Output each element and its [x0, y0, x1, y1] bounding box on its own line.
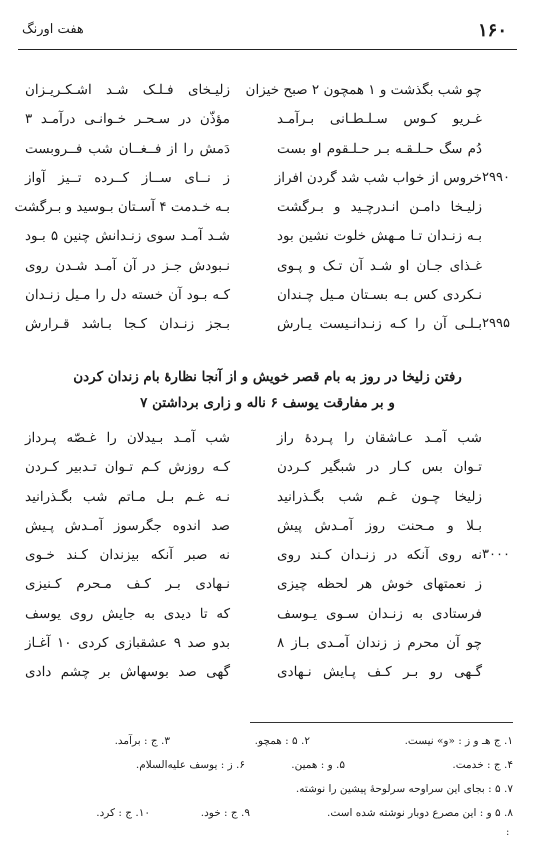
footnote-3: ۳. ج : برآمد.	[114, 735, 170, 747]
second-hemistich: صد اندوه جگرسوز آمـدش پـیش	[25, 517, 230, 534]
footnote-5: ۵. و : همین.	[291, 759, 345, 771]
first-hemistich: فرستادی به زنـدان سـوی یـوسف	[277, 605, 482, 622]
margin-mark: :	[506, 827, 510, 838]
footnote-1: ۱. ج هـ و ز : «و» نیست.	[404, 735, 513, 747]
footnote-6: ۶. ز : یوسف علیه‌السلام.	[135, 759, 245, 771]
footnote-2: ۲. ۵ : همچو.	[254, 735, 310, 747]
second-hemistich: بـجز زنـدان کـجا بـاشد قـرارش	[25, 316, 230, 333]
footnote-7: ۷. ۵ : بجای این سراوحه سرلوحهٔ پیشین را نوشته.	[295, 783, 513, 795]
verse-row	[0, 430, 535, 459]
second-hemistich: گهی صد بوسهاش بر چشم دادی	[25, 664, 230, 681]
page-number: ۱۶۰	[477, 20, 507, 41]
first-hemistich: دُم سگ حـلـقـه بـر حـلـقوم او بست	[277, 140, 482, 157]
second-hemistich: بـه خـدمت ۴ آسـتان بـوسید و بـرگشت	[14, 199, 230, 216]
first-hemistich: ز نعمتهای خوش هر لحظه چیزی	[277, 576, 482, 593]
verse-row	[0, 316, 535, 345]
verse-row	[0, 547, 535, 576]
second-hemistich: کـه بـود آن خسته دل را مـیل زنـدان	[25, 287, 230, 304]
header-divider	[18, 49, 517, 50]
first-hemistich: شب آمـد عـاشقان را پـردهٔ راز	[277, 430, 482, 446]
footnote-9: ۹. ج : خود.	[200, 807, 250, 819]
first-hemistich: غـذای جـان او شـد آن تـک و پـوی	[277, 257, 482, 274]
first-hemistich: بـه زنـدان تـا مـهش خلوت نشین بود	[277, 228, 482, 245]
second-hemistich: نـه غـم بـل مـاتم شب بگـذرانید	[25, 488, 230, 505]
verse-line-number: ۲۹۹۰	[482, 169, 510, 185]
second-hemistich: مؤذّن در سـحـر خـوانـی درآمـد ۳	[25, 111, 230, 128]
first-hemistich: چو آن محرم ز زندان آمـدی بـاز ۸	[277, 635, 482, 652]
second-hemistich: نـهادی بـر کـف مـحرم کـنیزی	[25, 576, 230, 593]
first-hemistich: نـکردی کس بـه بسـتان مـیل چـندان	[277, 287, 482, 304]
second-hemistich: زلیـخای فـلـک شـد اشـکـریـزان	[25, 82, 230, 98]
second-hemistich: ز نــای ســاز کــرده تــیز آواز	[25, 169, 230, 186]
verse-row	[0, 199, 535, 228]
second-hemistich: بدو صد ۹ عشقبازی کردی ۱۰ آغـاز	[25, 635, 230, 652]
footnote-divider	[250, 722, 513, 723]
verse-row	[0, 82, 535, 111]
first-hemistich: زلیخا چـون غـم شب بگـذرانید	[277, 488, 482, 505]
second-hemistich: شـد آمـد سوی زنـدانش چنین ۵ بـود	[25, 228, 230, 245]
first-hemistich: گـهی رو بـر کـف پـایش نـهادی	[277, 664, 482, 681]
second-hemistich: دَمش را از فــغــان شب فــروبست	[25, 140, 230, 157]
first-hemistich: زلیـخا دامـن انـدرچـید و بـرگشت	[277, 199, 482, 216]
verse-row	[0, 141, 535, 170]
verse-row	[0, 459, 535, 488]
second-hemistich: کـه روزش کـم تـوان تـدبیر کـردن	[25, 459, 230, 476]
first-hemistich: نه روی آنکه در زنـدان کـند روی	[277, 547, 482, 564]
verse-row	[0, 111, 535, 140]
running-title: هفت اورنگ	[22, 22, 84, 37]
first-hemistich: چو شب بگذشت و ۱ همچون ۲ صبح خیزان	[245, 82, 482, 98]
footnote-10: ۱۰. ج : کرد.	[96, 807, 150, 819]
first-hemistich: بـلـی آن را کـه زنـدانـیست یـارش	[277, 316, 482, 333]
verse-line-number: ۳۰۰۰	[482, 547, 510, 563]
verse-row	[0, 576, 535, 605]
first-hemistich: خروس از خواب شب شد گردن افراز	[274, 169, 482, 186]
second-hemistich: نـبودش جـز در آن آمـد شـدن روی	[25, 257, 230, 274]
first-hemistich: تـوان بس کـار در شبگیر کـردن	[277, 459, 482, 476]
verse-row	[0, 664, 535, 693]
verse-line-number: ۲۹۹۵	[482, 316, 510, 332]
footnote-8: ۸. ۵ و : این مصرع دوبار نوشته شده است.	[327, 807, 513, 819]
second-hemistich: نه صبر آنکه بیزندان کـند خـوی	[25, 547, 230, 564]
section-heading-line-1: رفتن زلیخا در روز به بام قصر خویش و از آنجا نظارهٔ بام زندان کردن	[73, 369, 462, 385]
first-hemistich: بـلا و مـحنت روز آمـدش پیش	[277, 517, 482, 534]
verse-block-2	[0, 430, 535, 694]
verse-row	[0, 606, 535, 635]
verse-row	[0, 258, 535, 287]
first-hemistich: غـریو کـوس سـلـطـانی بـرآمـد	[277, 111, 482, 128]
verse-row	[0, 489, 535, 518]
verse-row	[0, 170, 535, 199]
verse-row	[0, 287, 535, 316]
second-hemistich: که تا دیدی به جایش روی یوسف	[25, 605, 230, 622]
section-heading-line-2: و بر مفارقت یوسف ۶ ناله و زاری برداشتن ۷	[140, 395, 395, 411]
verse-row	[0, 228, 535, 257]
verse-row	[0, 635, 535, 664]
verse-row	[0, 518, 535, 547]
verse-block-1	[0, 82, 535, 346]
footnote-4: ۴. ج : خدمت.	[452, 759, 513, 771]
second-hemistich: شب آمـد بـیدلان را غـصّه پـرداز	[25, 430, 230, 446]
